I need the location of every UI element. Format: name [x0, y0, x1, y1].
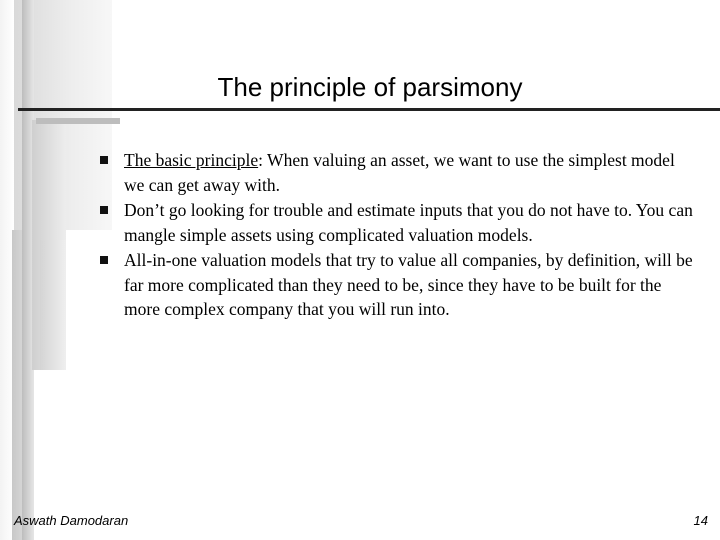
bullet-item	[96, 198, 696, 247]
square-bullet-icon	[100, 206, 108, 214]
square-bullet-icon	[100, 156, 108, 164]
bullet-lead: The basic principle	[124, 150, 259, 170]
bullet-item	[96, 148, 696, 197]
bullet-text: : When valuing an asset, we want to use the simplest model we can get away with.	[124, 150, 675, 195]
square-bullet-icon	[100, 256, 108, 264]
footer-author: Aswath Damodaran	[14, 513, 129, 528]
title-divider	[18, 108, 720, 111]
bullet-item	[96, 248, 696, 322]
slide-title: The principle of parsimony	[217, 72, 523, 102]
bullet-text: Don’t go looking for trouble and estimate inputs that you do not have to. You can mangle simple assets using complicated valuation models.	[124, 200, 693, 245]
page-number: 14	[693, 513, 708, 528]
decorative-bar-accent	[36, 118, 120, 124]
bullet-list	[96, 148, 696, 323]
decorative-bar-inner	[40, 240, 66, 370]
bullet-text: All-in-one valuation models that try to value all companies, by definition, will be far more complicated than they need to be, since they have to be built for the more complex company that you will run into.	[124, 250, 693, 319]
